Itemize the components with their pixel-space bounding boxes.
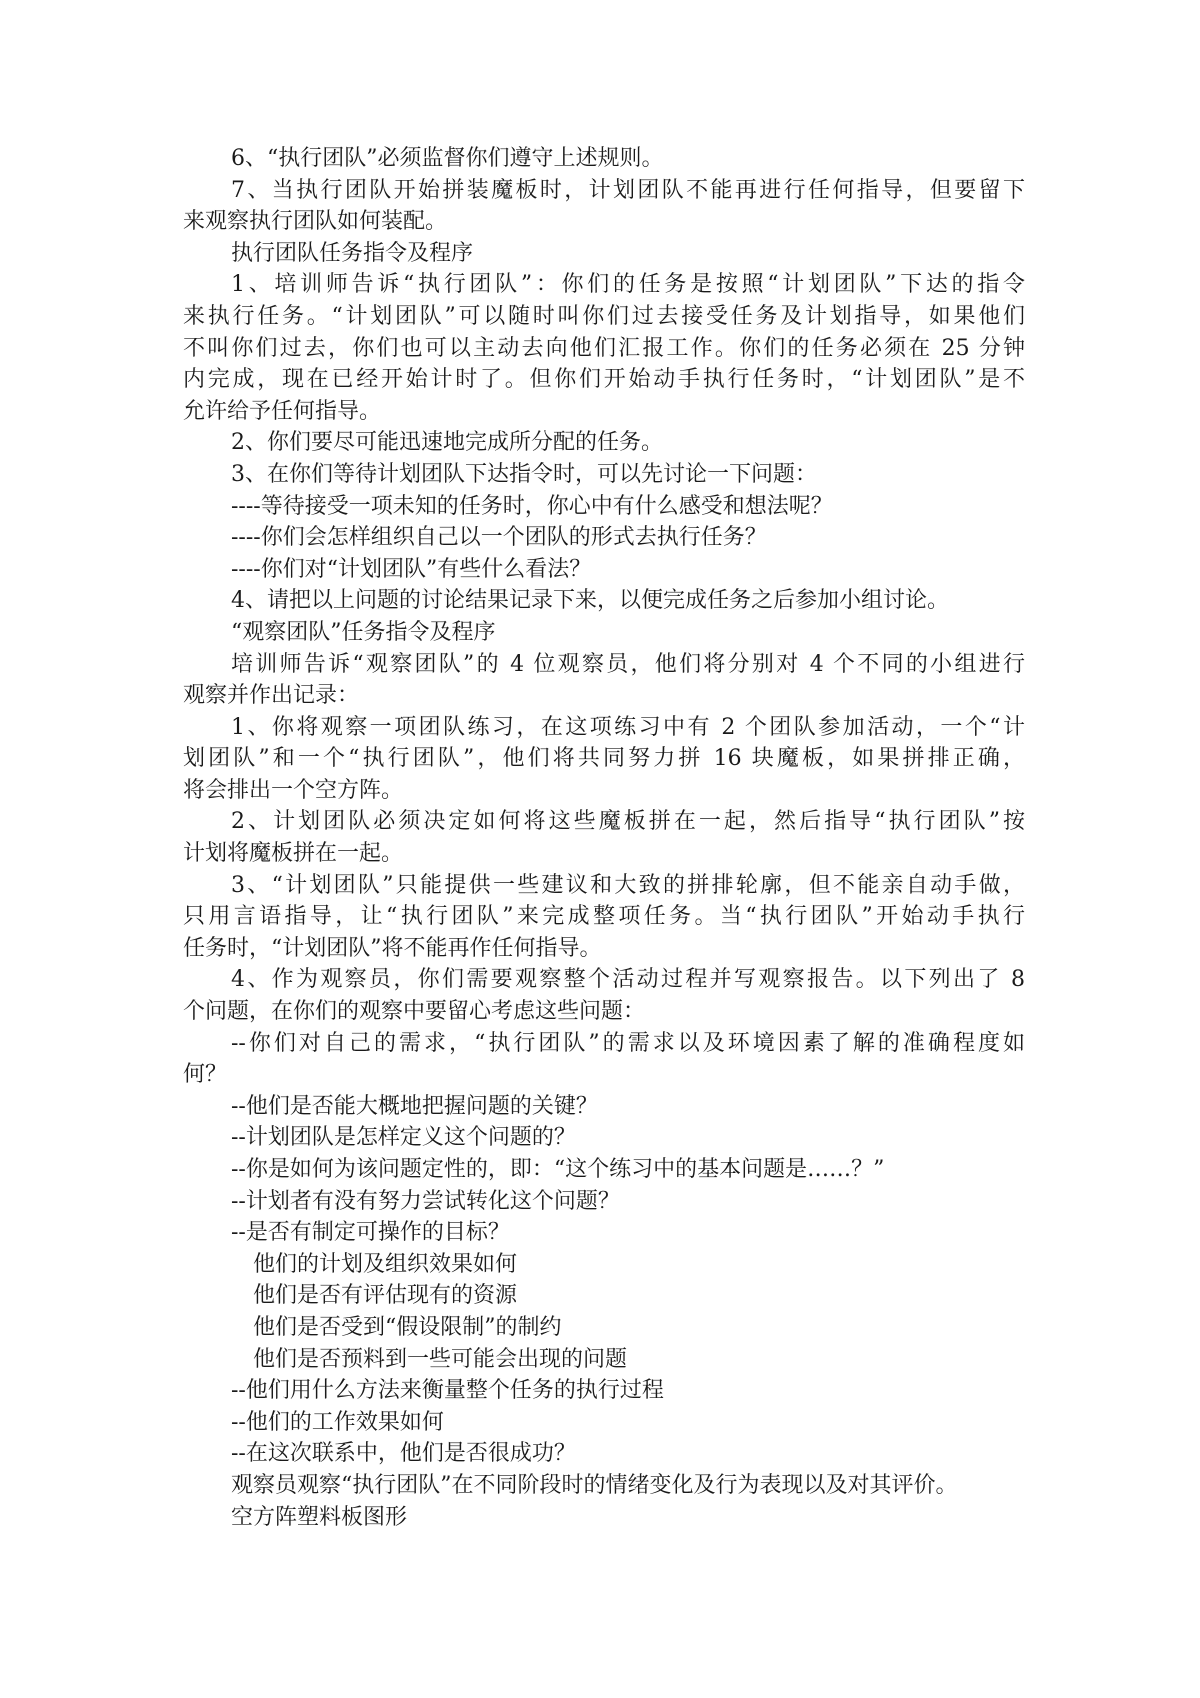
text-line: 3、“计划团队”只能提供一些建议和大致的拼排轮廓，但不能亲自动手做，: [231, 872, 1025, 898]
text-line: 1、培训师告诉“执行团队”：你们的任务是按照“计划团队”下达的指令: [231, 272, 1025, 298]
text-line: 2、你们要尽可能迅速地完成所分配的任务。: [231, 430, 663, 456]
text-line: 不叫你们过去，你们也可以主动去向他们汇报工作。你们的任务必须在 25 分钟: [183, 335, 1025, 361]
text-line: 何？: [183, 1062, 228, 1088]
text-line: 内完成，现在已经开始计时了。但你们开始动手执行任务时，“计划团队”是不: [183, 367, 1025, 393]
text-line: 来观察执行团队如何装配。: [183, 209, 448, 235]
text-line: 他们是否有评估现有的资源: [253, 1283, 518, 1309]
text-line: 培训师告诉“观察团队”的 4 位观察员，他们将分别对 4 个不同的小组进行: [231, 651, 1025, 677]
text-line: ----等待接受一项未知的任务时，你心中有什么感受和想法呢？: [231, 493, 833, 519]
section-heading: “观察团队”任务指令及程序: [231, 619, 496, 645]
text-line: --他们的工作效果如何: [231, 1409, 444, 1435]
text-line: ----你们会怎样组织自己以一个团队的形式去执行任务？: [231, 525, 767, 551]
text-line: --在这次联系中，他们是否很成功？: [231, 1441, 576, 1467]
text-line: 7、当执行团队开始拼装魔板时，计划团队不能再进行任何指导，但要留下: [231, 177, 1025, 203]
text-line: 1、你将观察一项团队练习，在这项练习中有 2 个团队参加活动，一个“计: [231, 714, 1025, 740]
text-line: 他们是否受到“假设限制”的制约: [253, 1314, 562, 1340]
section-heading: 执行团队任务指令及程序: [231, 240, 474, 266]
text-line: 将会排出一个空方阵。: [183, 777, 404, 803]
text-line: 观察并作出记录：: [183, 683, 360, 709]
text-line: --计划团队是怎样定义这个问题的？: [231, 1125, 576, 1151]
text-line: 划团队”和一个“执行团队”，他们将共同努力拼 16 块魔板，如果拼排正确，: [183, 746, 1025, 772]
text-line: --你们对自己的需求，“执行团队”的需求以及环境因素了解的准确程度如: [231, 1030, 1025, 1056]
text-line: 来执行任务。“计划团队”可以随时叫你们过去接受任务及计划指导，如果他们: [183, 303, 1025, 329]
text-line: 观察员观察“执行团队”在不同阶段时的情绪变化及行为表现以及对其评价。: [231, 1472, 958, 1498]
text-line: --他们用什么方法来衡量整个任务的执行过程: [231, 1378, 664, 1404]
text-line: --计划者有没有努力尝试转化这个问题？: [231, 1188, 620, 1214]
text-line: 3、在你们等待计划团队下达指令时，可以先讨论一下问题：: [231, 461, 817, 487]
text-line: 4、请把以上问题的讨论结果记录下来，以便完成任务之后参加小组讨论。: [231, 588, 949, 614]
text-line: 他们是否预料到一些可能会出现的问题: [253, 1346, 628, 1372]
text-line: 空方阵塑料板图形: [231, 1504, 408, 1530]
text-line: 他们的计划及组织效果如何: [253, 1251, 518, 1277]
text-line: 个问题，在你们的观察中要留心考虑这些问题：: [183, 999, 646, 1025]
text-line: --你是如何为该问题定性的，即：“这个练习中的基本问题是……？”: [231, 1157, 885, 1182]
text-line: 6、“执行团队”必须监督你们遵守上述规则。: [231, 146, 664, 171]
text-line: --他们是否能大概地把握问题的关键？: [231, 1093, 598, 1119]
text-line: 计划将魔板拼在一起。: [183, 841, 404, 867]
text-line: 2、计划团队必须决定如何将这些魔板拼在一起，然后指导“执行团队”按: [231, 809, 1025, 835]
document-page: [183, 143, 1025, 1533]
text-line: 4、作为观察员，你们需要观察整个活动过程并写观察报告。以下列出了 8: [231, 967, 1025, 993]
text-line: --是否有制定可操作的目标？: [231, 1220, 510, 1246]
text-line: 任务时，“计划团队”将不能再作任何指导。: [183, 935, 602, 961]
text-line: 允许给予任何指导。: [183, 398, 382, 424]
text-line: ----你们对“计划团队”有些什么看法？: [231, 556, 592, 582]
text-line: 只用言语指导，让“执行团队”来完成整项任务。当“执行团队”开始动手执行: [183, 904, 1025, 930]
